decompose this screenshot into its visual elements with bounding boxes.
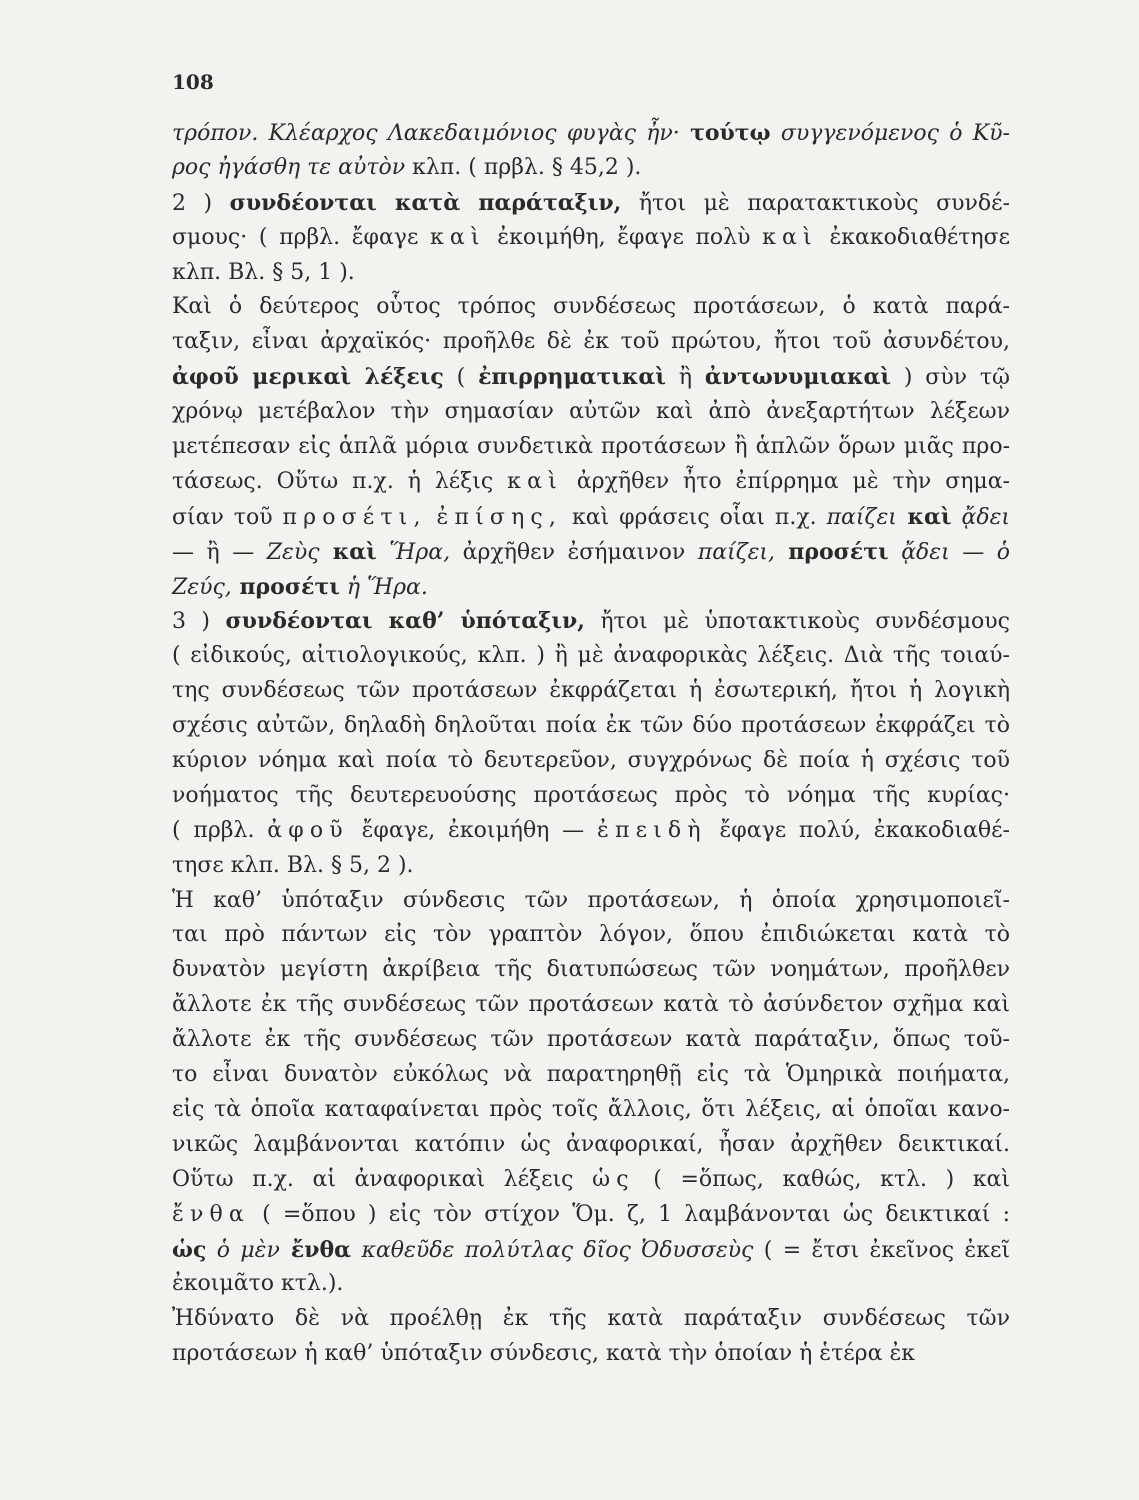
text-run: ( = ἔτσι ἐκεῖνος ἐκεῖ — [753, 1237, 1010, 1263]
text-run: — ἢ — — [172, 539, 267, 565]
text-line — [172, 500, 1010, 535]
text-run: ᾄδει — ὁ — [888, 539, 1011, 565]
text-run: ἡ Ἥρα. — [339, 574, 428, 600]
text-line — [172, 1093, 1010, 1128]
text-run: νικῶς λαμβάνονται κατόπιν ὡς ἀναφορικαί, ἦσαν ἀρχῆθεν δεικτικαί. — [172, 1131, 1010, 1157]
text-run: προτάσεων ἡ καθ’ ὑπόταξιν σύνδεσις, κατὰ τὴν ὁποίαν ἡ ἑτέρα ἐκ — [172, 1341, 916, 1367]
text-run: ἔνθα — [172, 1201, 250, 1227]
text-line — [172, 744, 1010, 779]
text-run: σχέσις αὐτῶν, δηλαδὴ δηλοῦται ποία ἐκ τῶν δύο προτάσεων ἐκφράζει τὸ — [172, 713, 1010, 739]
text-run: ἐκακοδιαθέτησε — [817, 224, 1011, 250]
text-run: καὶ φράσεις οἷαι π.χ. — [562, 504, 827, 530]
text-line — [172, 186, 1010, 221]
text-run: ( πρβλ. — [172, 817, 268, 843]
text-line — [172, 709, 1010, 744]
text-run: εἰς τὰ ὁποῖα καταφαίνεται πρὸς τοῖς ἄλλοις, ὅτι λέξεις, αἱ ὁποῖαι κανο- — [172, 1096, 1010, 1122]
text-run: ἀντωνυμιακαὶ — [704, 364, 892, 391]
text-run: Καὶ ὁ δεύτερος οὗτος τρόπος συνδέσεως προτάσεων, ὁ κατὰ παρά- — [172, 294, 1010, 320]
text-run: ταξιν, εἶναι ἀρχαϊκός· προῆλθε δὲ ἐκ τοῦ πρώτου, ἤτοι τοῦ ἀσυνδέτου, — [172, 329, 1010, 355]
text-line — [172, 290, 1010, 325]
text-line — [172, 918, 1010, 953]
text-line — [172, 1198, 1010, 1233]
text-run: ἀφοῦ μερικαὶ λέξεις — [172, 364, 444, 391]
text-run: προσέτι — [231, 573, 340, 600]
text-run: ἐκοιμᾶτο κτλ.). — [172, 1271, 344, 1297]
text-line — [172, 360, 1010, 395]
text-run: παίζει, — [697, 539, 776, 565]
text-run: χρόνῳ μετέβαλον τὴν σημασίαν αὐτῶν καὶ ἀπὸ ἀνεξαρτήτων λέξεων — [172, 399, 1010, 425]
text-line — [172, 988, 1010, 1023]
text-run: Ζεὺς — [266, 539, 320, 565]
text-run: ἔφαγε πολύ, ἐκακοδιαθέ- — [706, 817, 1010, 843]
text-run: συνδέονται κατὰ παράταξιν, — [229, 189, 622, 216]
text-run: ( =ὅπως, καθώς, κτλ. ) καὶ — [634, 1166, 1011, 1192]
page-number: 108 — [172, 70, 214, 94]
text-run: ) σὺν τῷ — [891, 365, 1010, 391]
text-line — [172, 674, 1010, 709]
text-line — [172, 1337, 1010, 1372]
text-run: ( — [443, 365, 479, 391]
text-run: καὶ — [762, 224, 818, 250]
text-line — [172, 430, 1010, 465]
text-run: τησε κλπ. Βλ. § 5, 2 ). — [172, 852, 414, 878]
text-line — [172, 395, 1010, 430]
text-line — [172, 535, 1010, 570]
text-line — [172, 1267, 1010, 1302]
text-run: κύριον νόημα καὶ ποία τὸ δευτερεῦον, συγχρόνως δὲ ποία ἡ σχέσις τοῦ — [172, 748, 1010, 774]
text-run: ἐπιρρηματικαὶ — [478, 364, 666, 391]
text-run: της συνδέσεως τῶν προτάσεων ἐκφράζεται ἡ ἐσωτερική, ἤτοι ἡ λογικὴ — [172, 678, 1010, 704]
text-run: ( εἰδικούς, αἰτιολογικούς, κλπ. ) ἢ μὲ ἀναφορικὰς λέξεις. Διὰ τῆς τοιαύ- — [172, 643, 1010, 669]
text-run: καθεῦδε πολύτλας δῖος Ὀδυσσεὺς — [351, 1237, 754, 1263]
text-run: ἢ — [666, 365, 705, 391]
text-run: καὶ — [896, 503, 952, 530]
text-run: ἄλλοτε ἐκ τῆς συνδέσεως τῶν προτάσεων κατὰ τὸ ἀσύνδετον σχῆμα καὶ — [172, 992, 1010, 1018]
text-line — [172, 1233, 1010, 1268]
text-run: 2 ) — [172, 190, 230, 216]
text-run: κλπ. Βλ. § 5, 1 ). — [172, 259, 355, 285]
text-run: τάσεως. Οὕτω π.χ. ἡ λέξις — [172, 468, 508, 494]
text-line — [172, 953, 1010, 988]
text-run: καὶ — [507, 468, 563, 494]
text-run: ἄλλοτε ἐκ τῆς συνδέσεως τῶν προτάσεων κατὰ παράταξιν, ὅπως τοῦ- — [172, 1027, 1010, 1053]
text-line — [172, 639, 1010, 674]
text-line — [172, 221, 1010, 256]
text-run: προσέτι — [775, 538, 889, 565]
text-run: ρος ἠγάσθη τε αὐτὸν — [172, 154, 406, 180]
text-run: ἐπίσης, — [436, 504, 563, 530]
text-run: ἀφοῦ — [267, 817, 349, 843]
text-run: ὡς — [172, 1236, 207, 1263]
text-run: Ἡ καθ’ ὑπόταξιν σύνδεσις τῶν προτάσεων, ἡ ὁποία χρησιμοποιεῖ- — [172, 887, 1010, 913]
text-run: κλπ. ( πρβλ. § 45,2 ). — [405, 154, 642, 180]
text-run: ἐπειδὴ — [597, 817, 707, 843]
text-line — [172, 849, 1010, 884]
text-run: συνδέονται καθ’ ὑπόταξιν, — [225, 608, 585, 635]
text-run: ἐκοιμήθη, ἔφαγε πολὺ — [485, 224, 763, 250]
text-line — [172, 465, 1010, 500]
text-line — [172, 325, 1010, 360]
text-run: ὡς — [592, 1166, 635, 1192]
text-run: σμους· ( πρβλ. ἔφαγε — [172, 224, 430, 250]
text-line — [172, 1302, 1010, 1337]
text-run: ἀρχῆθεν ἦτο ἐπίρρημα μὲ τὴν σημα- — [562, 468, 1010, 494]
text-line — [172, 151, 1010, 186]
text-line — [172, 779, 1010, 814]
text-line — [172, 1128, 1010, 1163]
text-run: σίαν τοῦ — [172, 504, 283, 530]
text-run — [427, 505, 437, 530]
text-run: τρόπον. Κλέαρχος Λακεδαιμόνιος φυγὰς ἦν· — [172, 121, 691, 146]
text-line — [172, 116, 1010, 151]
text-run: μετέπεσαν εἰς ἁπλᾶ μόρια συνδετικὰ προτάσεων ἢ ἁπλῶν ὅρων μιᾶς προ- — [172, 434, 1010, 460]
text-line — [172, 1023, 1010, 1058]
text-run: ἔνθα — [279, 1236, 352, 1263]
text-run: ὁ μὲν — [206, 1237, 280, 1263]
text-line — [172, 1163, 1010, 1198]
text-run: παίζει — [826, 504, 897, 530]
body-text — [172, 116, 1010, 1372]
text-run: Οὕτω π.χ. αἱ ἀναφορικαὶ λέξεις — [172, 1166, 593, 1192]
text-run: ἤτοι μὲ παρατακτικοὺς συνδέ- — [621, 190, 1010, 216]
text-run: ται πρὸ πάντων εἰς τὸν γραπτὸν λόγον, ὅπου ἐπιδιώκεται κατὰ τὸ — [172, 922, 1010, 948]
text-run: συγγενόμενος ὁ Κῦ- — [770, 121, 1010, 146]
text-run: ἀρχῆθεν ἐσήμαινον — [450, 539, 698, 565]
text-run: νοήματος τῆς δευτερευούσης προτάσεως πρὸς τὸ νόημα τῆς κυρίας· — [172, 782, 1010, 808]
text-run: Ζεύς, — [172, 574, 232, 600]
text-line — [172, 570, 1010, 605]
text-run: ἤτοι μὲ ὑποτακτικοὺς συνδέσμους — [584, 609, 1010, 635]
text-run: Ἠδύνατο δὲ νὰ προέλθῃ ἐκ τῆς κατὰ παράταξιν συνδέσεως τῶν — [172, 1306, 1010, 1332]
text-run: 3 ) — [172, 609, 226, 635]
text-run: τούτῳ — [690, 120, 771, 146]
text-run: ἔφαγε, ἐκοιμήθη — — [348, 817, 597, 843]
text-run: καὶ — [429, 224, 486, 250]
text-run: ᾄδει — [951, 504, 1010, 530]
text-run: προσέτι, — [282, 504, 427, 530]
text-run: το εἶναι δυνατὸν εὐκόλως νὰ παρατηρηθῇ εἰς τὰ Ὁμηρικὰ ποιήματα, — [172, 1062, 1010, 1088]
text-line — [172, 814, 1010, 849]
text-line — [172, 256, 1010, 291]
text-line — [172, 1058, 1010, 1093]
text-line — [172, 884, 1010, 919]
text-line — [172, 604, 1010, 639]
text-run: ( =ὅπου ) εἰς τὸν στίχον Ὅμ. ζ, 1 λαμβάνονται ὡς δεικτικαί : — [249, 1201, 1010, 1227]
text-run: καὶ — [319, 538, 377, 565]
text-run: δυνατὸν μεγίστη ἀκρίβεια τῆς διατυπώσεως τῶν νοημάτων, προῆλθεν — [172, 957, 1010, 983]
text-run: Ἥρα, — [376, 539, 451, 565]
